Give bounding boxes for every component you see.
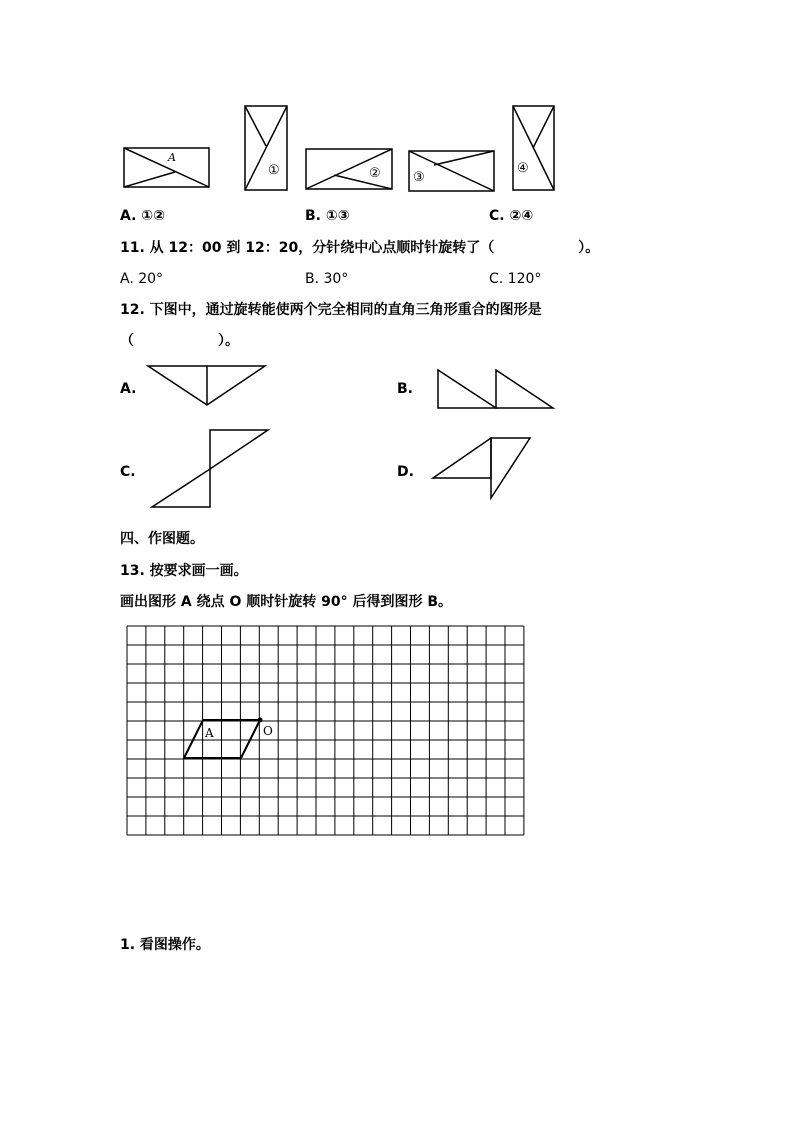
q12-stem-line1: 12. 下图中，通过旋转能使两个完全相同的直角三角形重合的图形是 (120, 302, 542, 318)
q10-label-3: ③ (413, 170, 425, 185)
q10-label-4: ④ (517, 161, 529, 176)
q10-label-1: ① (268, 163, 280, 178)
q13-gridlines (127, 626, 524, 835)
q10-label-2: ② (369, 166, 381, 181)
q11-option-c: C. 120° (489, 271, 542, 287)
q13-point-o (258, 718, 263, 723)
q11-option-b: B. 30° (305, 271, 349, 287)
q11-stem: 11. 从 12：00 到 12：20，分针绕中心点顺时针旋转了（ ）。 (120, 240, 600, 256)
q12-option-b-label: B. (397, 381, 413, 397)
q11-option-a: A. 20° (120, 271, 164, 287)
q13-stem: 13. 按要求画一画。 (120, 563, 248, 579)
q13-label-o: O (263, 724, 273, 738)
q12-option-c-label: C. (120, 464, 136, 480)
q14-stem: 1. 看图操作。 (120, 937, 210, 953)
q10-option-c: C. ②④ (489, 208, 534, 224)
q10-label-a: A (168, 151, 176, 164)
q13-instruction: 画出图形 A 绕点 O 顺时针旋转 90° 后得到图形 B。 (120, 594, 453, 610)
section-4-title: 四、作图题。 (120, 531, 204, 547)
q10-option-a: A. ①② (120, 208, 165, 224)
q13-label-a: A (205, 726, 214, 740)
q10-option-b: B. ①③ (305, 208, 350, 224)
q12-stem-line2: （ ）。 (120, 333, 239, 349)
q12-option-d-label: D. (397, 464, 414, 480)
q12-option-a-label: A. (120, 381, 137, 397)
